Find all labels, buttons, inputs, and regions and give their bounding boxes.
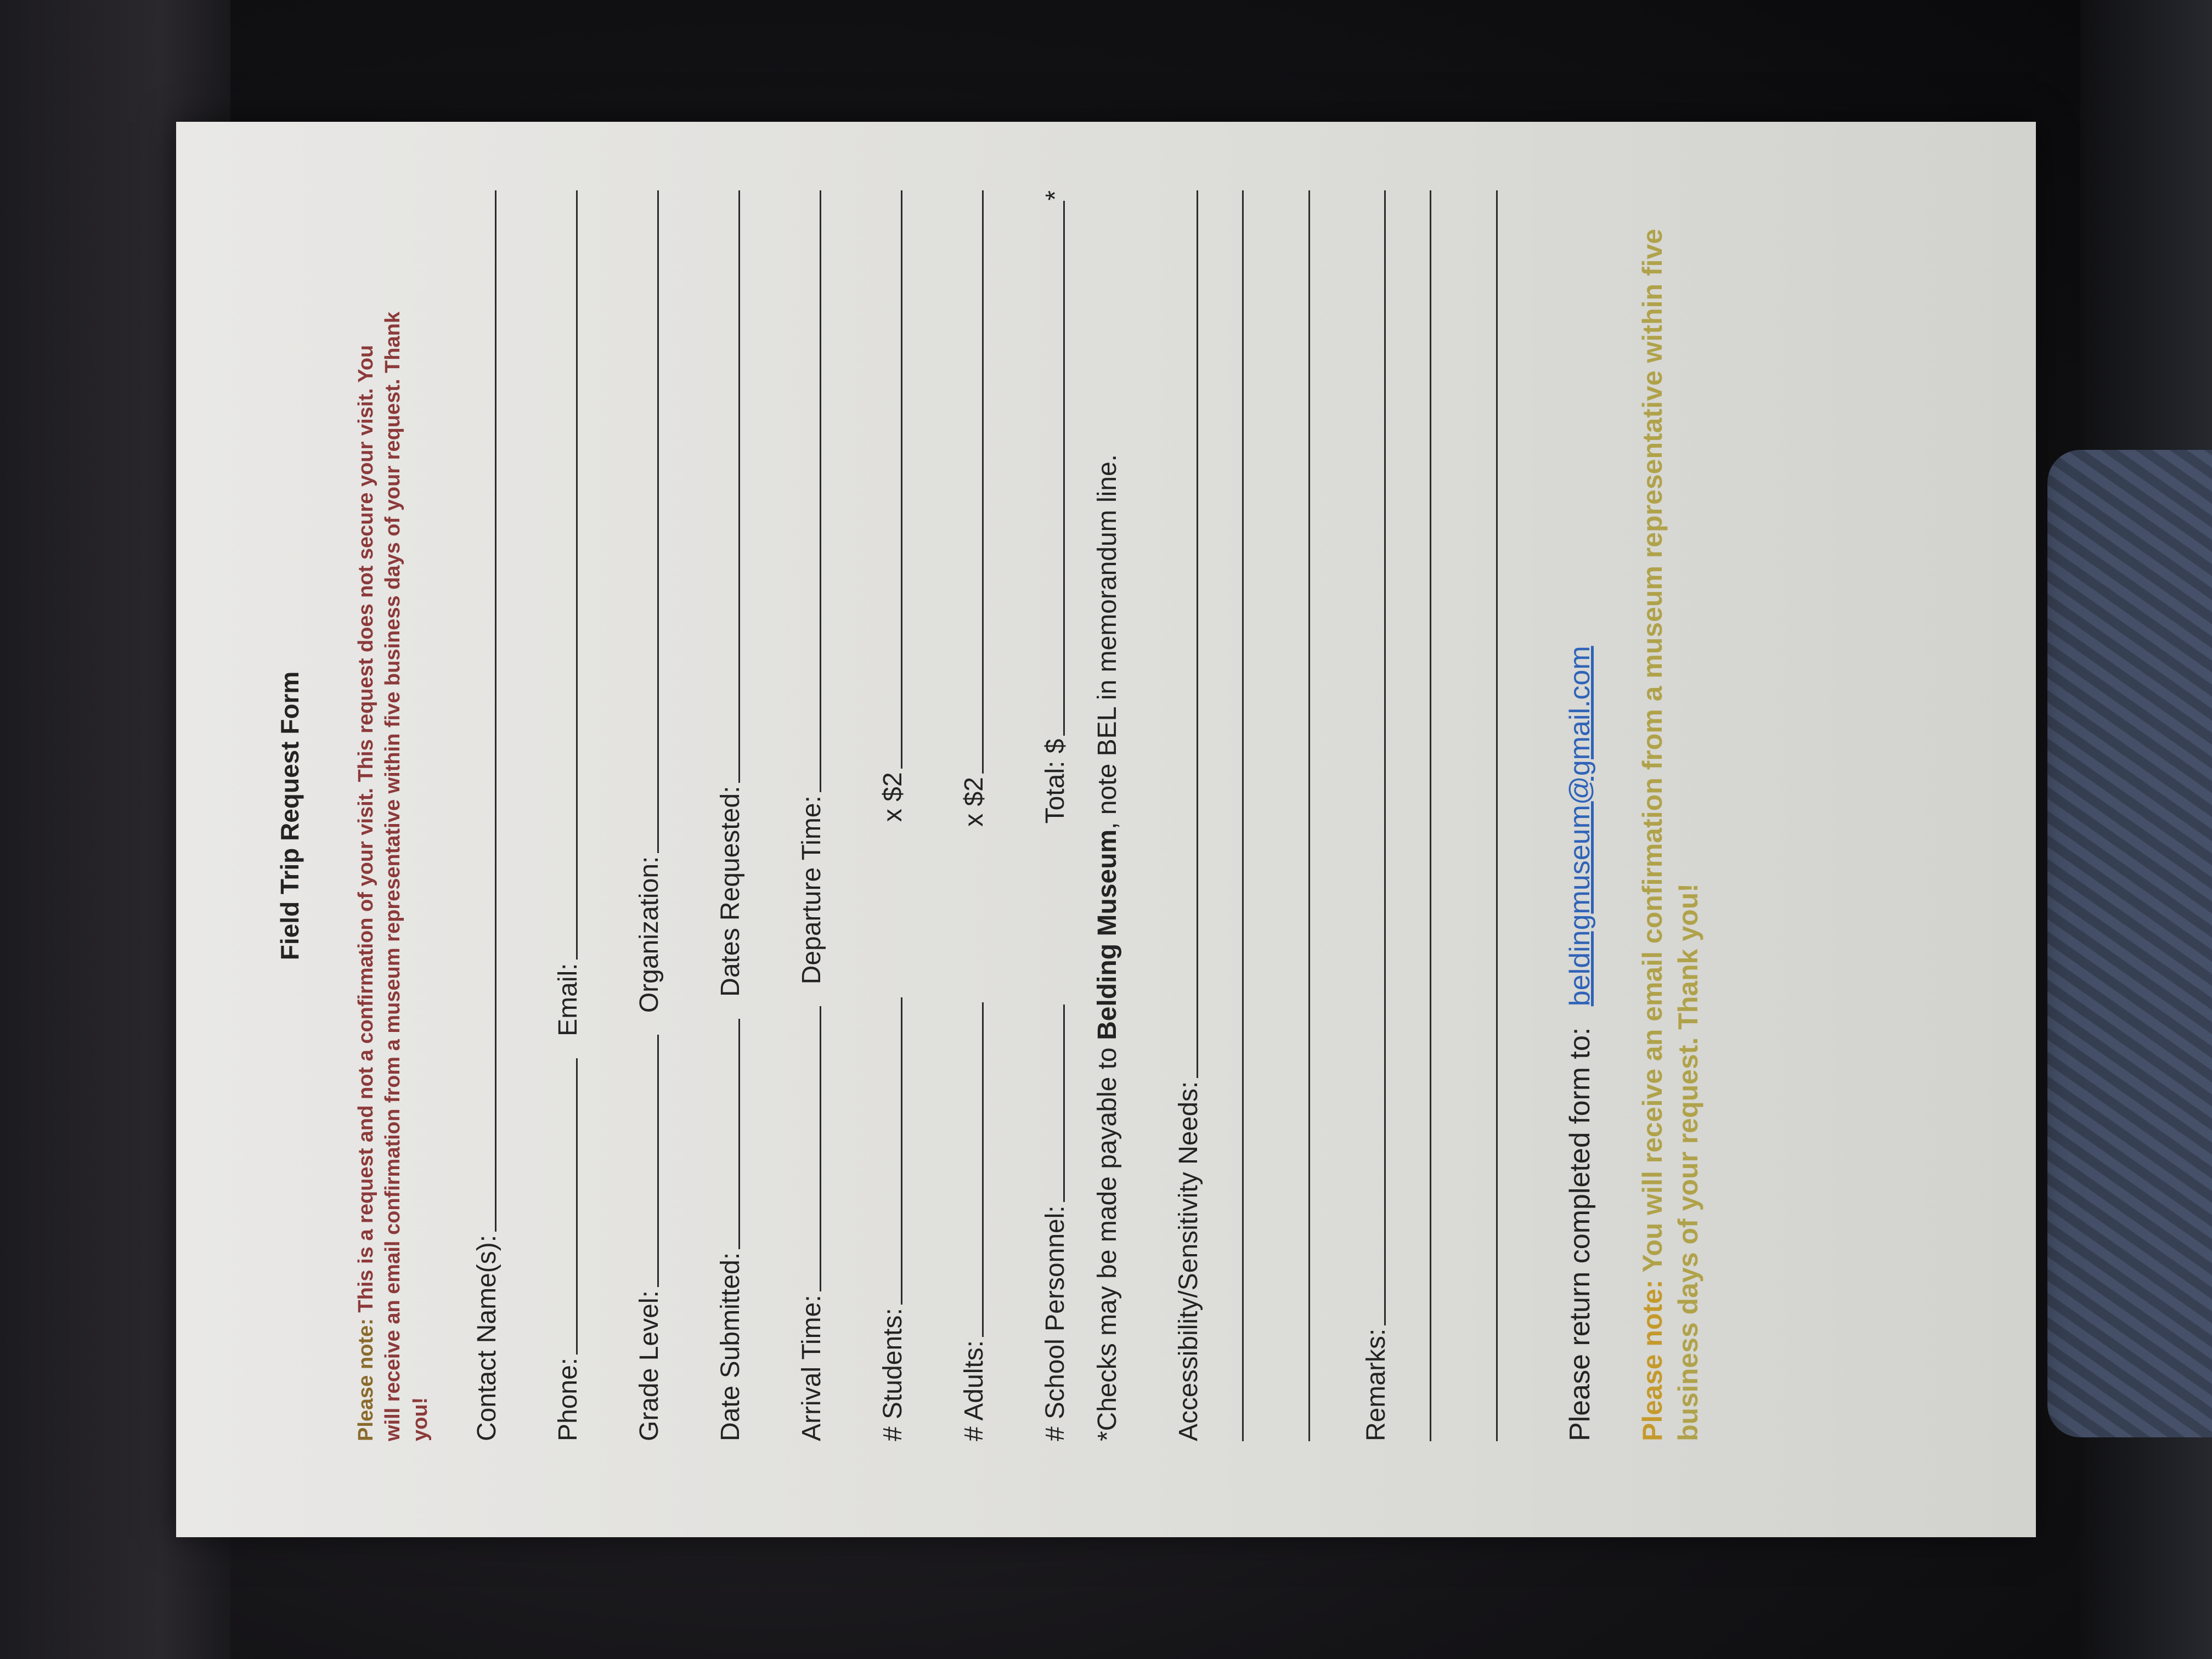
students-row xyxy=(865,190,908,1441)
accessibility-row xyxy=(1161,190,1204,1441)
adults-label: # Adults: xyxy=(960,1340,989,1441)
contact-label: Contact Name(s): xyxy=(472,1234,502,1441)
times-row xyxy=(784,190,827,1441)
notice-text xyxy=(353,311,434,1441)
closing-lead: Please note: xyxy=(1637,1279,1668,1441)
students-label: # Students: xyxy=(878,1308,908,1441)
remarks-line-3[interactable] xyxy=(1496,190,1498,1441)
dates-row xyxy=(703,190,746,1441)
personnel-row xyxy=(1028,190,1070,1441)
accessibility-field[interactable] xyxy=(1197,190,1198,1078)
departure-field[interactable] xyxy=(820,190,821,792)
remarks-field[interactable] xyxy=(1384,190,1386,1325)
email-field[interactable] xyxy=(576,190,578,960)
remarks-label: Remarks: xyxy=(1362,1328,1391,1441)
total-asterisk: * xyxy=(1041,190,1070,201)
accessibility-line-3[interactable] xyxy=(1308,190,1310,1441)
personnel-field[interactable] xyxy=(1063,1005,1065,1202)
form-title: Field Trip Request Form xyxy=(275,671,304,961)
grade-field[interactable] xyxy=(657,1035,659,1287)
adults-field[interactable] xyxy=(982,1002,984,1337)
contact-field[interactable] xyxy=(495,190,496,1232)
grade-org-row xyxy=(622,190,664,1441)
remarks-row xyxy=(1348,190,1391,1441)
personnel-label: # School Personnel: xyxy=(1041,1205,1070,1441)
total-label: Total: $ xyxy=(1041,738,1070,824)
phone-email-row xyxy=(540,190,583,1441)
closing-body: You will receive an email confirmation from a museum representative within five business days of your request. Thank you! xyxy=(1637,229,1704,1441)
return-email-link[interactable]: beldingmuseum@gmail.com xyxy=(1564,646,1596,1007)
return-text: Please return completed form to: xyxy=(1564,1027,1596,1441)
closing-note xyxy=(1635,190,1706,1441)
organization-label: Organization: xyxy=(635,856,664,1013)
total-field[interactable] xyxy=(1063,201,1065,736)
return-instructions xyxy=(1564,190,1596,1441)
students-rate: x $2 xyxy=(878,772,908,822)
paper-sheet xyxy=(176,122,2036,1537)
checks-payee: Belding Museum xyxy=(1093,829,1122,1040)
remarks-line-2[interactable] xyxy=(1430,190,1431,1441)
dates-requested-label: Dates Requested: xyxy=(716,786,746,997)
checks-note xyxy=(1092,190,1122,1441)
email-label: Email: xyxy=(554,963,583,1036)
notice-lead: Please note: xyxy=(354,1318,377,1441)
form-body xyxy=(275,190,1706,1441)
organization-field[interactable] xyxy=(657,190,659,853)
departure-label: Departure Time: xyxy=(797,795,827,985)
adults-row xyxy=(946,190,989,1441)
checks-prefix: *Checks may be made payable to xyxy=(1093,1047,1122,1441)
blanket xyxy=(2047,450,2212,1437)
dates-requested-field[interactable] xyxy=(738,190,740,783)
contact-row xyxy=(459,190,502,1441)
arrival-label: Arrival Time: xyxy=(797,1295,827,1441)
checks-suffix: , note BEL in memorandum line. xyxy=(1093,454,1122,830)
phone-field[interactable] xyxy=(576,1058,578,1355)
students-amount-field[interactable] xyxy=(901,190,902,769)
adults-amount-field[interactable] xyxy=(982,190,984,774)
accessibility-label: Accessibility/Sensitivity Needs: xyxy=(1174,1081,1204,1441)
date-submitted-label: Date Submitted: xyxy=(716,1252,746,1441)
date-submitted-field[interactable] xyxy=(738,1019,740,1249)
phone-label: Phone: xyxy=(554,1357,583,1441)
adults-rate: x $2 xyxy=(960,777,989,827)
students-field[interactable] xyxy=(901,997,902,1305)
arrival-field[interactable] xyxy=(820,1006,821,1291)
grade-label: Grade Level: xyxy=(635,1290,664,1441)
accessibility-line-2[interactable] xyxy=(1242,190,1244,1441)
notice-body: This is a request and not a confirmation of your visit. This request does not secure your visit. You will receive an email confirmation from a museum representative within five business days of your request. Thank you! xyxy=(354,312,432,1441)
